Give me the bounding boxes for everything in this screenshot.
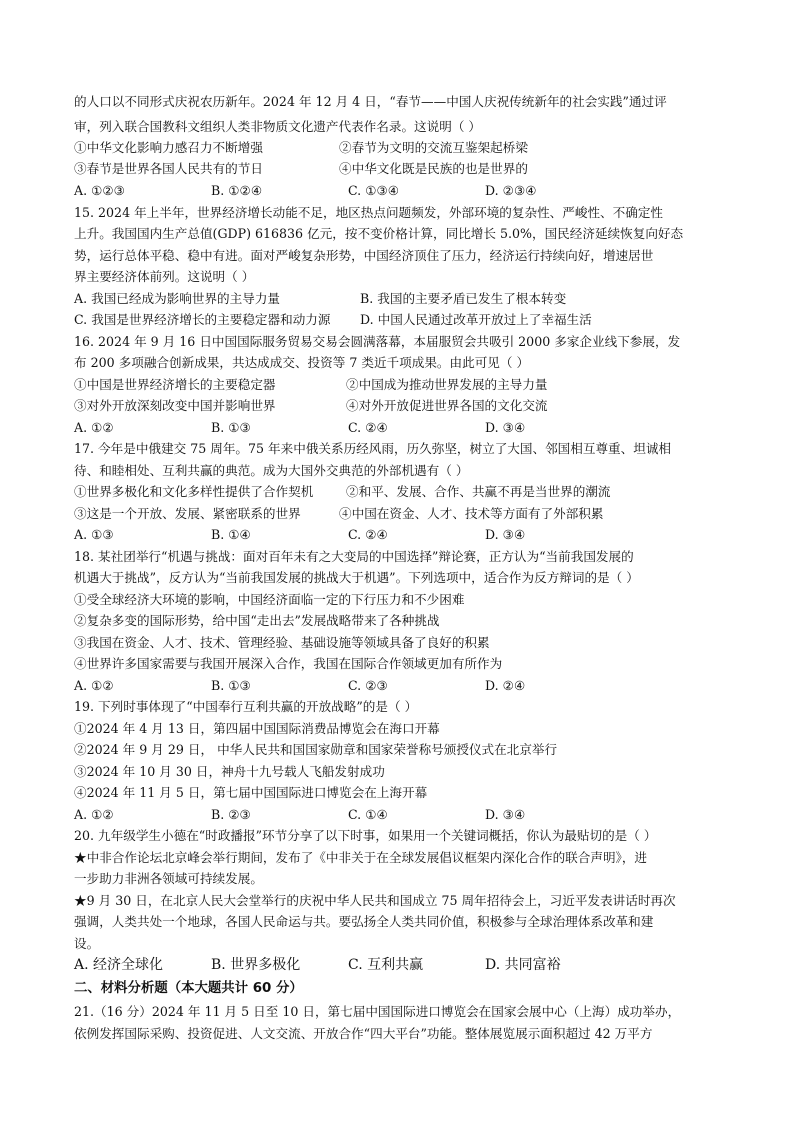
q14-statement-3: ③春节是世界各国人民共有的节日 (74, 161, 263, 176)
q19-option-b: B. ②③ (211, 807, 251, 822)
q16-text-line-1: 16. 2024 年 9 月 16 日中国国际服务贸易交易会圆满落幕，本届服贸会共吸引 2000 多家企业线下参展，发 (74, 334, 681, 349)
q17-text-line-2: 待、和睦相处、互利共赢的典范。成为大国外交典范的外部机遇有（ ） (74, 463, 469, 478)
q17-option-b: B. ①④ (211, 527, 251, 542)
q19-statement-4: ④2024 年 11 月 5 日，第七届中国国际进口博览会在上海开幕 (74, 785, 428, 800)
q18-statement-1: ①受全球经济大环境的影响，中国经济面临一定的下行压力和不少困难 (74, 592, 465, 607)
q19-statement-2: ②2024 年 9 月 29 日， 中华人民共和国国家勋章和国家荣誉称号颁授仪式在北京举行 (74, 742, 558, 757)
q16-option-a: A. ①② (74, 420, 114, 435)
q20-text-line-5: 强调，人类共处一个地球，各国人民命运与共。要弘扬全人类共同价值，积极参与全球治理体系改革和建 (74, 914, 654, 929)
q16-option-c: C. ②④ (348, 420, 388, 435)
q19-option-a: A. ①② (74, 807, 114, 822)
q16-statement-2: ②中国成为推动世界发展的主导力量 (346, 377, 548, 392)
q20-option-b: B. 世界多极化 (211, 957, 301, 973)
q17-option-d: D. ③④ (485, 527, 526, 542)
q18-option-a: A. ①② (74, 678, 114, 693)
q15-text-line-4: 界主要经济体前列。这说明（ ） (74, 269, 255, 284)
q18-text-line-2: 机遇大于挑战”，反方认为“当前我国发展的挑战大于机遇”。下列选项中，适合作为反方辩词的是（ ） (74, 570, 639, 585)
q17-statement-3: ③这是一个开放、发展、紧密联系的世界 (74, 506, 301, 521)
q18-statement-2: ②复杂多变的国际形势，给中国“走出去”发展战略带来了各种挑战 (74, 613, 440, 628)
q19-statement-1: ①2024 年 4 月 13 日，第四届中国国际消费品博览会在海口开幕 (74, 721, 440, 736)
q18-option-b: B. ①③ (211, 678, 251, 693)
q18-text-line-1: 18. 某社团举行“机遇与挑战：面对百年未有之大变局的中国选择”辩论赛，正方认为“当前我国发展的 (74, 549, 634, 564)
q20-text-line-1: 20. 九年级学生小德在“时政播报”环节分享了以下时事，如果用一个关键词概括，你认为最贴切的是（ ） (74, 828, 657, 843)
q21-text-line-2: 依例发挥国际采购、投资促进、人文交流、开放合作“四大平台”功能。整体展览展示面积超过 42 万平方 (74, 1026, 653, 1041)
q21-text-line-1: 21.（16 分）2024 年 11 月 5 日至 10 日，第七届中国国际进口博览会在国家会展中心（上海）成功举办， (74, 1004, 681, 1019)
q18-option-c: C. ②③ (348, 678, 388, 693)
q17-statement-2: ②和平、发展、合作、共赢不再是当世界的潮流 (346, 484, 611, 499)
q19-text-line-1: 19. 下列时事体现了“中国奉行互利共赢的开放战略”的是（ ） (74, 699, 418, 714)
q14-option-d: D. ②③④ (485, 183, 537, 198)
q20-text-line-2: ★中非合作论坛北京峰会举行期间，发布了《中非关于在全球发展倡议框架内深化合作的联合声明》，进 (74, 850, 648, 865)
q19-option-c: C. ①④ (348, 807, 388, 822)
q14-statement-1: ①中华文化影响力感召力不断增强 (74, 140, 263, 155)
q15-option-c: C. 我国是世界经济增长的主要稳定器和动力源 (74, 312, 331, 327)
q20-option-c: C. 互利共赢 (348, 957, 424, 973)
q16-option-d: D. ③④ (485, 420, 526, 435)
q20-option-a: A. 经济全球化 (74, 957, 164, 973)
q14-option-b: B. ①②④ (211, 183, 263, 198)
q20-text-line-3: 一步助力非洲各领域可持续发展。 (74, 871, 263, 886)
q20-text-line-4: ★9 月 30 日，在北京人民大会堂举行的庆祝中华人民共和国成立 75 周年招待会上，习近平发表讲话时再次 (74, 893, 676, 908)
q15-option-b: B. 我国的主要矛盾已发生了根本转变 (360, 291, 567, 306)
q17-statement-1: ①世界多极化和文化多样性提供了合作契机 (74, 484, 314, 499)
q18-statement-3: ③我国在资金、人才、技术、管理经验、基础设施等领域具备了良好的积累 (74, 635, 490, 650)
q16-option-b: B. ①③ (211, 420, 251, 435)
section-heading: 二、材料分析题（本大题共计 60 分） (74, 981, 303, 996)
q20-text-line-6: 设。 (74, 936, 100, 951)
q14-text-line-1: 的人口以不同形式庆祝农历新年。2024 年 12 月 4 日，“春节——中国人庆祝传统新年的社会实践”通过评 (74, 94, 667, 109)
q16-text-line-2: 布 200 多项融合创新成果，共达成成交、投资等 7 类近千项成果。由此可见（ ） (74, 355, 530, 370)
q14-option-c: C. ①③④ (348, 183, 400, 198)
q14-text-line-2: 审，列入联合国教科文组织人类非物质文化遗产代表作名录。这说明（ ） (74, 119, 482, 134)
q14-statement-4: ④中华文化既是民族的也是世界的 (339, 161, 528, 176)
q19-statement-3: ③2024 年 10 月 30 日，神舟十九号载人飞船发射成功 (74, 764, 385, 779)
q14-statement-2: ②春节为文明的交流互鉴架起桥梁 (339, 140, 528, 155)
q18-option-d: D. ②④ (485, 678, 526, 693)
q17-option-c: C. ②④ (348, 527, 388, 542)
q17-option-a: A. ①③ (74, 527, 114, 542)
q18-statement-4: ④世界许多国家需要与我国开展深入合作，我国在国际合作领域更加有所作为 (74, 656, 503, 671)
q15-option-d: D. 中国人民通过改革开放过上了幸福生活 (360, 312, 592, 327)
q16-statement-1: ①中国是世界经济增长的主要稳定器 (74, 377, 276, 392)
q19-option-d: D. ③④ (485, 807, 526, 822)
q14-option-a: A. ①②③ (74, 183, 125, 198)
q16-statement-3: ③对外开放深刻改变中国并影响世界 (74, 398, 276, 413)
q17-statement-4: ④中国在资金、人才、技术等方面有了外部积累 (339, 506, 604, 521)
q15-option-a: A. 我国已经成为影响世界的主导力量 (74, 291, 281, 306)
q15-text-line-1: 15. 2024 年上半年，世界经济增长动能不足，地区热点问题频发，外部环境的复杂性、严峻性、不确定性 (74, 205, 664, 220)
q17-text-line-1: 17. 今年是中俄建交 75 周年。75 年来中俄关系历经风雨，历久弥坚，树立了大国、邻国相互尊重、坦诚相 (74, 441, 672, 456)
q16-statement-4: ④对外开放促进世界各国的文化交流 (346, 398, 548, 413)
q15-text-line-3: 势，运行总体平稳、稳中有进。面对严峻复杂形势，中国经济顶住了压力，经济运行持续向好，增速居世 (74, 248, 654, 263)
q15-text-line-2: 上升。我国国内生产总值(GDP) 616836 亿元，按不变价格计算，同比增长 5.0%，国民经济延续恢复向好态 (74, 226, 684, 241)
q20-option-d: D. 共同富裕 (485, 957, 561, 973)
